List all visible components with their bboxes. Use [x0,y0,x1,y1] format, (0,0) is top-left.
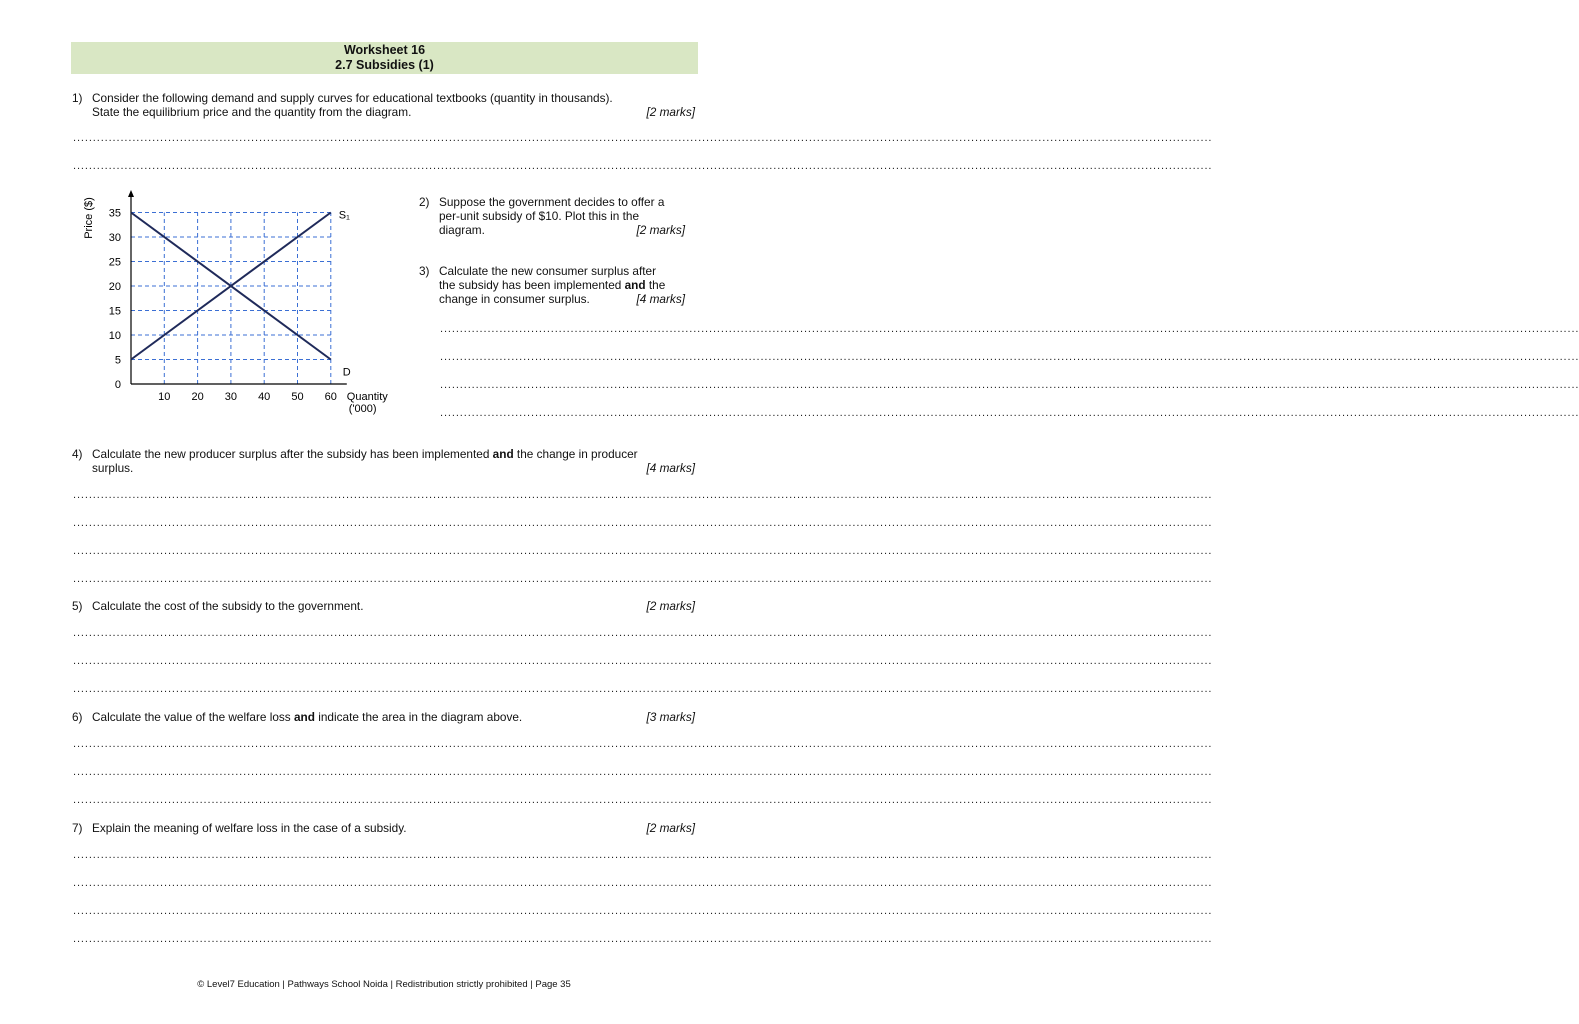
question-text: per-unit subsidy of $10. Plot this in the [439,209,640,223]
question-1 [72,91,695,119]
answer-line[interactable]: ................................................................................................................................................................................................................................................................................................ [73,489,1213,501]
y-tick-label: 0 [114,379,121,391]
x-tick-label: 10 [158,391,171,403]
question-number: 5) [72,599,83,613]
y-tick-label: 30 [108,232,121,244]
question-6 [72,710,695,724]
page-footer: © Level7 Education | Pathways School Noida | Redistribution strictly prohibited | Page 35 [197,979,571,990]
question-number: 4) [72,447,83,461]
question-text: the subsidy has been implemented [439,278,625,292]
question-4 [72,447,695,475]
answer-line[interactable]: ................................................................................................................................................................................................................................................................................................ [73,627,1213,639]
answer-line[interactable]: ................................................................................................................................................................................................................................................................................................ [440,407,1579,419]
y-tick-label: 25 [108,256,121,269]
answer-line[interactable]: ................................................................................................................................................................................................................................................................................................ [73,738,1213,750]
worksheet-title: Worksheet 16 [343,43,426,57]
answer-line[interactable]: ................................................................................................................................................................................................................................................................................................ [73,683,1213,695]
question-text: surplus. [92,461,134,475]
marks-label: [2 marks] [646,599,695,613]
emphasis-and: and [293,710,315,724]
question-2 [419,195,687,237]
marks-label: [3 marks] [646,710,695,724]
question-text: diagram. [439,223,485,237]
question-7 [72,821,695,835]
answer-line[interactable]: ................................................................................................................................................................................................................................................................................................ [73,849,1213,861]
supply-demand-chart [70,188,415,423]
x-tick-label: 40 [258,391,271,403]
demand-label: D [342,366,351,379]
x-axis-label: Quantity [346,391,388,403]
answer-line[interactable]: ................................................................................................................................................................................................................................................................................................ [73,160,1213,172]
x-tick-label: 20 [191,391,204,403]
question-text: the [645,278,666,292]
question-text: change in consumer surplus. [439,292,590,306]
question-text: indicate the area in the diagram above. [314,710,523,724]
answer-line[interactable]: ................................................................................................................................................................................................................................................................................................ [440,351,1579,363]
marks-label: [4 marks] [636,292,685,306]
x-axis-unit-label: ('000) [348,403,377,415]
answer-line[interactable]: ................................................................................................................................................................................................................................................................................................ [73,132,1213,144]
worksheet-header [71,42,698,74]
emphasis-and: and [624,278,646,292]
question-text: Suppose the government decides to offer a [439,195,665,209]
answer-line[interactable]: ................................................................................................................................................................................................................................................................................................ [73,877,1213,889]
marks-label: [4 marks] [646,461,695,475]
question-text: State the equilibrium price and the quantity from the diagram. [92,105,412,119]
x-tick-label: 30 [224,391,238,403]
question-text: Consider the following demand and supply curves for educational textbooks (quantity in thousands). [92,91,613,105]
x-tick-label: 60 [324,391,337,403]
answer-line[interactable]: ................................................................................................................................................................................................................................................................................................ [73,933,1213,945]
y-tick-label: 5 [114,354,121,367]
question-text: Calculate the new consumer surplus after [439,264,657,278]
question-number: 2) [419,195,430,209]
answer-line[interactable]: ................................................................................................................................................................................................................................................................................................ [440,323,1579,335]
question-3 [419,264,687,306]
answer-line[interactable]: ................................................................................................................................................................................................................................................................................................ [440,379,1579,391]
x-tick-label: 50 [291,391,304,403]
question-text: Explain the meaning of welfare loss in the case of a subsidy. [92,821,407,835]
question-number: 7) [72,821,83,835]
marks-label: [2 marks] [646,821,695,835]
answer-line[interactable]: ................................................................................................................................................................................................................................................................................................ [73,517,1213,529]
marks-label: [2 marks] [646,105,695,119]
answer-line[interactable]: ................................................................................................................................................................................................................................................................................................ [73,905,1213,917]
question-text: Calculate the value of the welfare loss [92,710,294,724]
question-number: 1) [72,91,83,105]
supply-label: S₁ [338,209,350,222]
y-tick-label: 20 [108,281,121,293]
emphasis-and: and [492,447,514,461]
y-axis-label: Price ($) [83,197,95,239]
answer-line[interactable]: ................................................................................................................................................................................................................................................................................................ [73,794,1213,806]
worksheet-subtitle: 2.7 Subsidies (1) [335,58,434,72]
y-axis-arrow [128,190,134,197]
answer-line[interactable]: ................................................................................................................................................................................................................................................................................................ [73,766,1213,778]
answer-line[interactable]: ................................................................................................................................................................................................................................................................................................ [73,573,1213,585]
question-text: the change in producer [513,447,638,461]
y-tick-label: 35 [108,207,121,220]
marks-label: [2 marks] [636,223,685,237]
answer-line[interactable]: ................................................................................................................................................................................................................................................................................................ [73,655,1213,667]
question-number: 3) [419,264,430,278]
question-text: Calculate the new producer surplus after the subsidy has been implemented [92,447,493,461]
question-text: Calculate the cost of the subsidy to the government. [92,599,364,613]
question-number: 6) [72,710,83,724]
answer-line[interactable]: ................................................................................................................................................................................................................................................................................................ [73,545,1213,557]
y-tick-label: 10 [108,330,121,342]
y-tick-label: 15 [108,305,121,318]
question-5 [72,599,695,613]
